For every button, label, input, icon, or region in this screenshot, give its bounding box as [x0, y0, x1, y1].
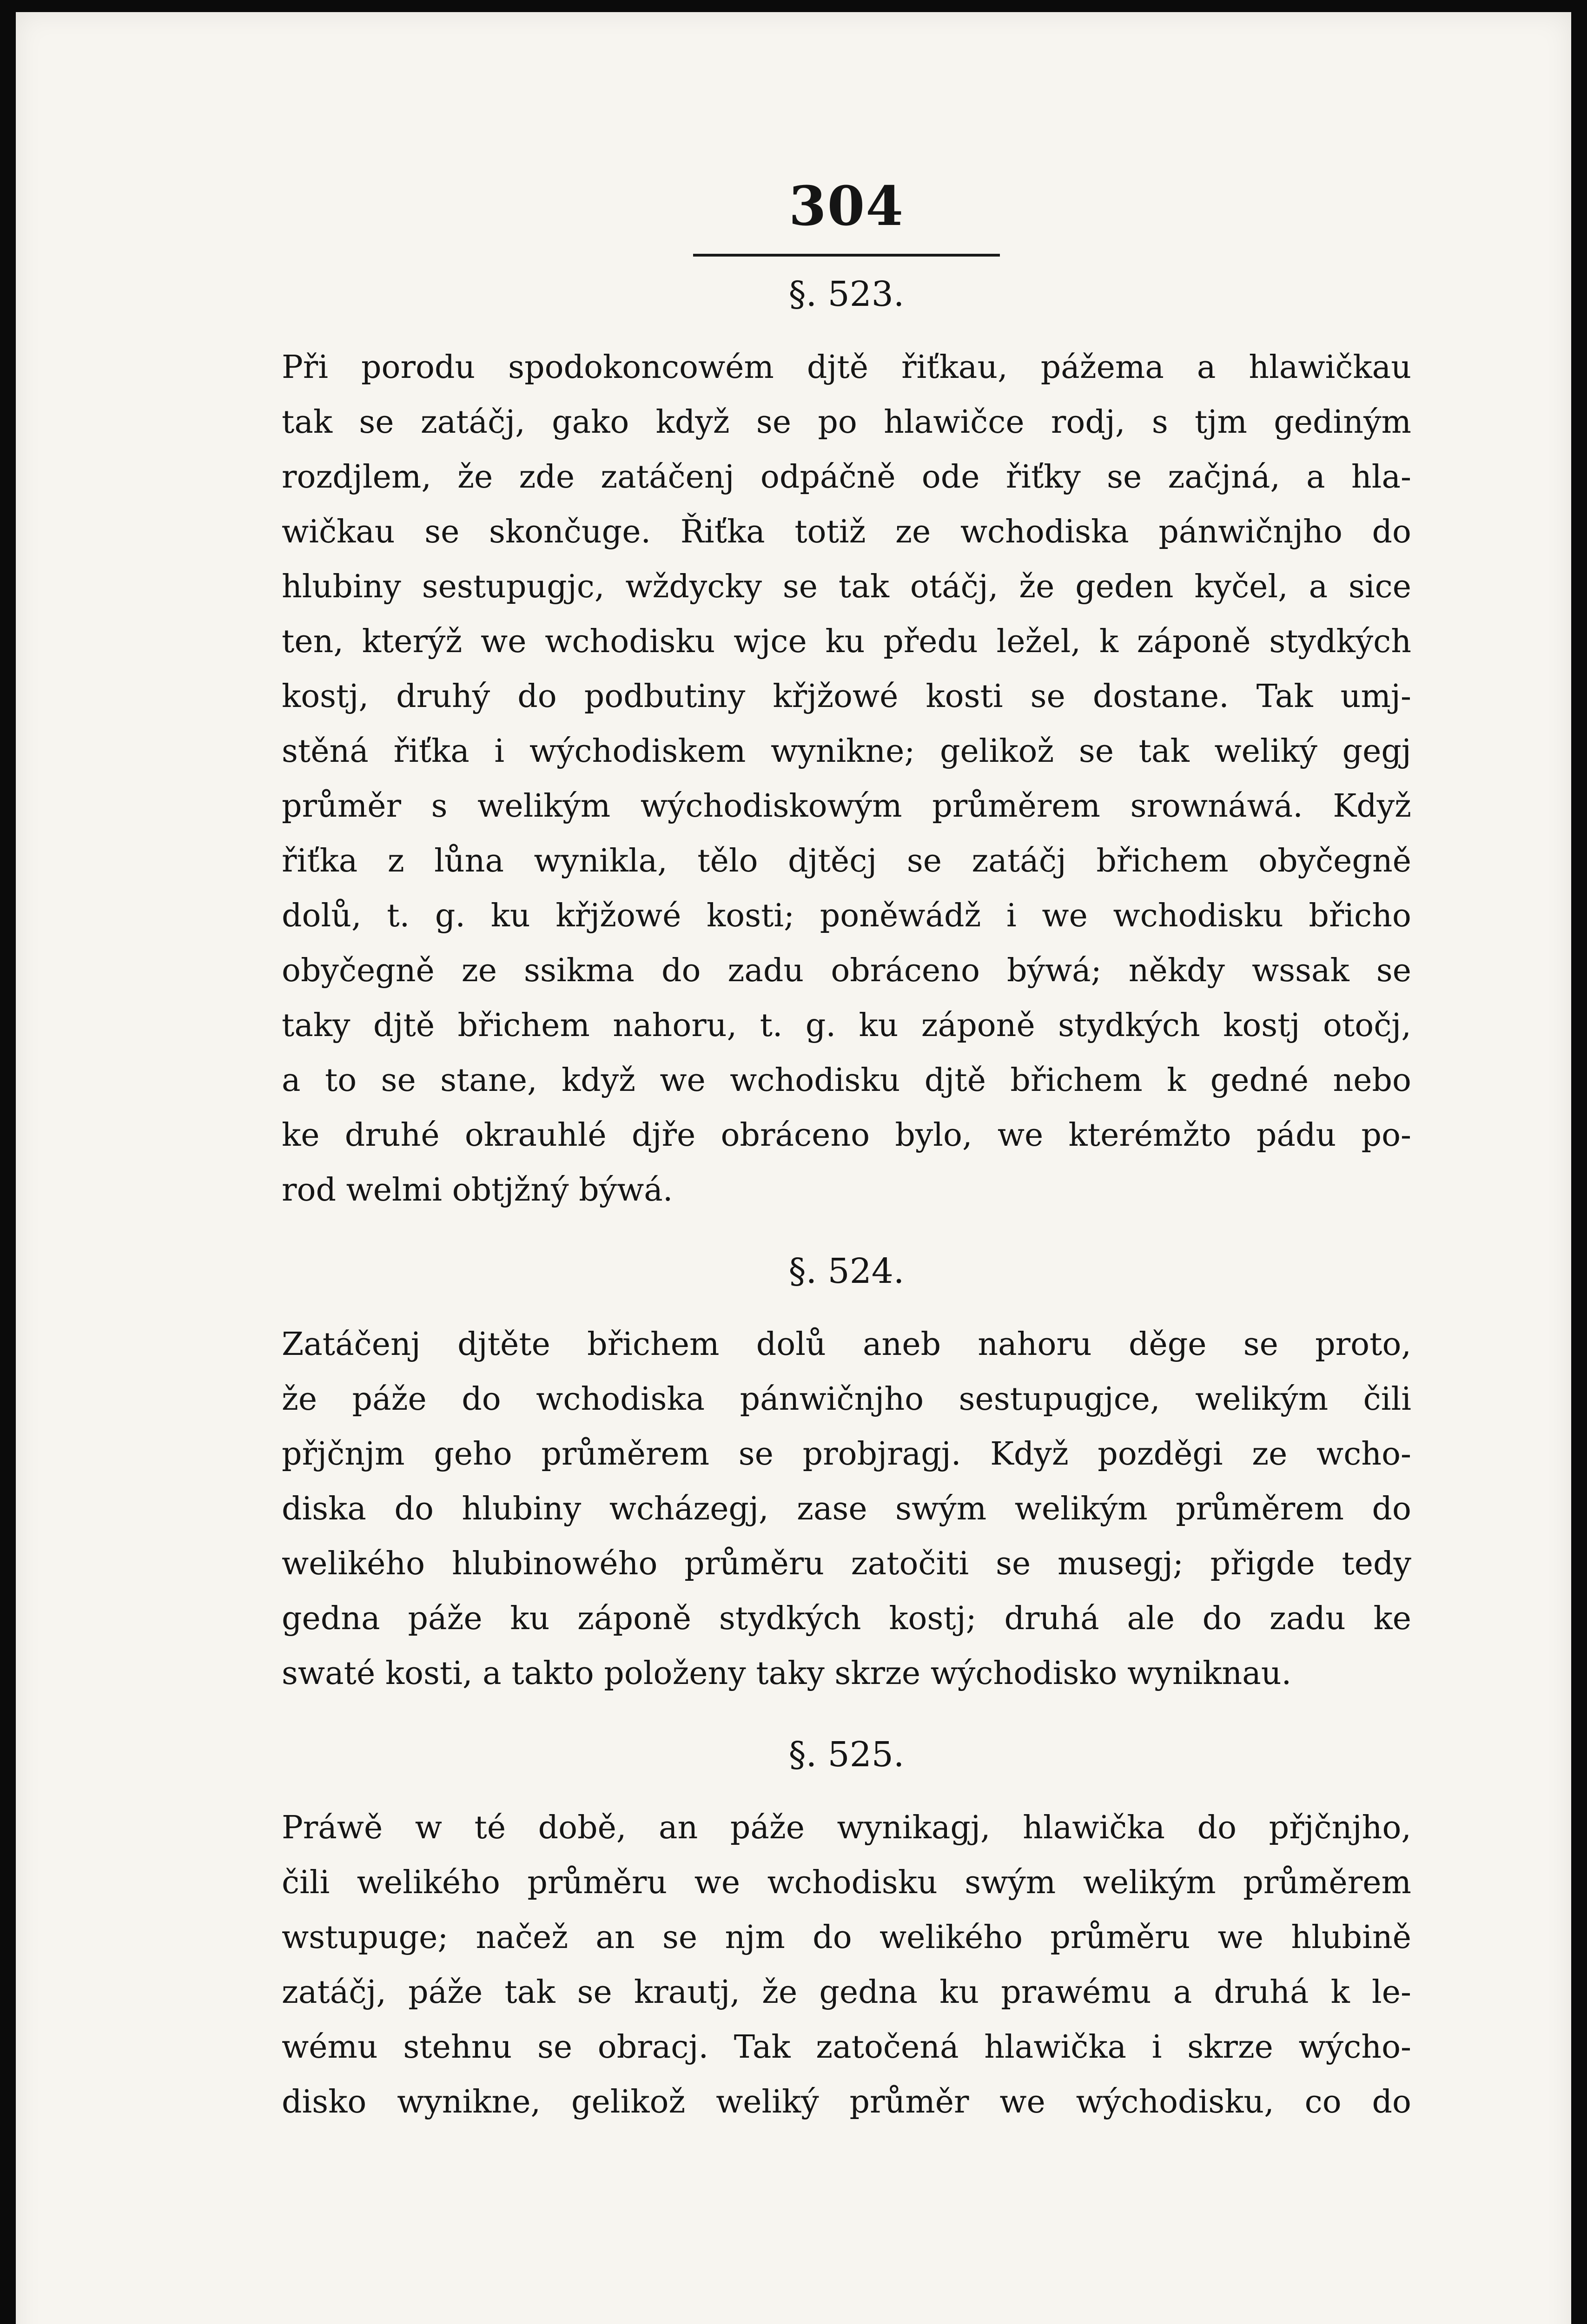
text-line: swaté kosti, a takto položeny taky skrze wýchodisko wyniknau. — [282, 1655, 1292, 1692]
text-line: ke druhé okrauhlé djře obráceno bylo, we kterémžto pádu po- — [282, 1117, 1411, 1154]
page-number: 304 — [788, 175, 905, 238]
text-line: welikého hlubinowého průměru zatočiti se musegj; přigde tedy — [282, 1545, 1411, 1582]
page-content — [282, 175, 1411, 2166]
section-525 — [282, 1737, 1411, 2130]
text-line: diska do hlubiny wcházegj, zase swým welikým průměrem do — [282, 1491, 1411, 1527]
section-heading: §. 525. — [788, 1735, 905, 1775]
section-heading: §. 524. — [788, 1251, 905, 1291]
text-line: hlubiny sestupugjc, wždycky se tak otáčj, že geden kyčel, a sice — [282, 568, 1411, 605]
text-line: průměr s welikým wýchodiskowým průměrem srownáwá. Když — [282, 788, 1411, 825]
text-line: stěná řiťka i wýchodiskem wynikne; gelikož se tak weliký gegj — [282, 733, 1411, 770]
paragraph — [282, 1317, 1411, 1701]
text-line: dolů, t. g. ku křjžowé kosti; poněwádž i we wchodisku břicho — [282, 898, 1411, 934]
text-line: ten, kterýž we wchodisku wjce ku předu ležel, k záponě stydkých — [282, 623, 1411, 660]
text-line: řiťka z lůna wynikla, tělo djtěcj se zatáčj břichem obyčegně — [282, 843, 1411, 879]
text-line: Zatáčenj djtěte břichem dolů aneb nahoru děge se proto, — [282, 1326, 1411, 1363]
text-line: rozdjlem, že zde zatáčenj odpáčně ode řiťky se začjná, a hla- — [282, 459, 1411, 495]
text-line: disko wynikne, gelikož weliký průměr we wýchodisku, co do — [282, 2084, 1411, 2120]
section-524 — [282, 1251, 1411, 1701]
text-line: wstupuge; načež an se njm do welikého průměru we hlubině — [282, 1919, 1411, 1956]
text-line: zatáčj, páže tak se krautj, že gedna ku prawému a druhá k le- — [282, 1974, 1411, 2011]
header-rule — [693, 254, 1000, 257]
text-line: čili welikého průměru we wchodisku swým welikým průměrem — [282, 1864, 1411, 1901]
text-line: Práwě w té době, an páže wynikagj, hlawička do přjčnjho, — [282, 1809, 1411, 1846]
text-line: že páže do wchodiska pánwičnjho sestupugjce, welikým čili — [282, 1381, 1411, 1418]
section-heading: §. 523. — [788, 274, 905, 314]
text-line: Při porodu spodokoncowém djtě řiťkau, pážema a hlawičkau — [282, 349, 1411, 386]
section-523 — [282, 274, 1411, 1218]
text-line: taky djtě břichem nahoru, t. g. ku záponě stydkých kostj otočj, — [282, 1007, 1411, 1044]
text-line: obyčegně ze ssikma do zadu obráceno býwá; někdy wssak se — [282, 952, 1411, 989]
paragraph — [282, 1801, 1411, 2130]
text-line: tak se zatáčj, gako když se po hlawičce rodj, s tjm gediným — [282, 404, 1411, 441]
text-line: wičkau se skončuge. Řiťka totiž ze wchodiska pánwičnjho do — [282, 514, 1411, 550]
book-page — [16, 12, 1571, 2324]
text-line: přjčnjm geho průměrem se probjragj. Když pozděgi ze wcho- — [282, 1436, 1411, 1472]
text-line: kostj, druhý do podbutiny křjžowé kosti se dostane. Tak umj- — [282, 678, 1411, 715]
paragraph — [282, 340, 1411, 1218]
text-line: gedna páže ku záponě stydkých kostj; druhá ale do zadu ke — [282, 1600, 1411, 1637]
text-line: rod welmi obtjžný býwá. — [282, 1172, 673, 1208]
text-line: a to se stane, když we wchodisku djtě břichem k gedné nebo — [282, 1062, 1411, 1099]
text-line: wému stehnu se obracj. Tak zatočená hlawička i skrze wýcho- — [282, 2029, 1411, 2066]
